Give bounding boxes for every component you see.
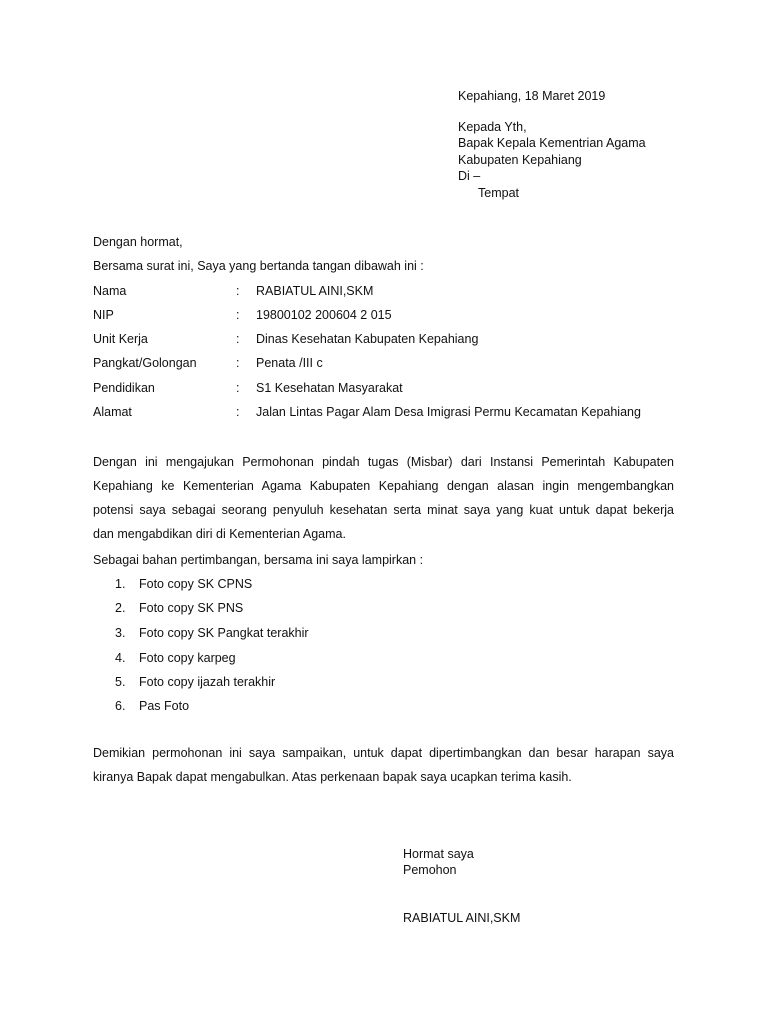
identity-colon: : [236,284,240,298]
identity-colon: : [236,308,240,322]
attachment-number: 4. [115,651,126,665]
identity-colon: : [236,405,240,419]
place-date: Kepahiang, 18 Maret 2019 [458,89,606,103]
identity-label: Alamat [93,405,132,419]
attachment-number: 1. [115,577,126,591]
recipient-line: Kabupaten Kepahiang [458,153,582,167]
identity-value: Jalan Lintas Pagar Alam Desa Imigrasi Permu Kecamatan Kepahiang [256,405,641,419]
closing-line: Demikian permohonan ini saya sampaikan, untuk dapat dipertimbangkan dan besar harapan saya [93,746,674,760]
identity-colon: : [236,381,240,395]
attachment-text: Foto copy karpeg [139,651,236,665]
identity-colon: : [236,332,240,346]
attachment-text: Foto copy SK PNS [139,601,244,615]
identity-value: S1 Kesehatan Masyarakat [256,381,403,395]
attachments-intro: Sebagai bahan pertimbangan, bersama ini saya lampirkan : [93,553,424,567]
body-line: dan mengabdikan diri di Kementerian Agama. [93,527,346,541]
identity-row [93,283,693,299]
identity-row [93,355,693,371]
body-line: Dengan ini mengajukan Permohonan pindah tugas (Misbar) dari Instansi Pemerintah Kabupaten [93,455,674,469]
signature-name: RABIATUL AINI,SKM [403,911,521,925]
identity-row [93,331,693,347]
identity-colon: : [236,356,240,370]
identity-value: Penata /III c [256,356,323,370]
attachment-text: Pas Foto [139,699,190,713]
greeting: Dengan hormat, [93,235,183,249]
identity-value: RABIATUL AINI,SKM [256,284,374,298]
identity-label: Pangkat/Golongan [93,356,197,370]
signature-role: Pemohon [403,863,457,877]
recipient-line: Kepada Yth, [458,120,527,134]
body-line: Kepahiang ke Kementerian Agama Kabupaten Kepahiang dengan alasan ingin mengembangkan [93,479,674,493]
attachment-number: 2. [115,601,126,615]
recipient-line: Di – [458,169,481,183]
identity-label: Unit Kerja [93,332,148,346]
attachment-text: Foto copy ijazah terakhir [139,675,276,689]
identity-value: Dinas Kesehatan Kabupaten Kepahiang [256,332,479,346]
attachment-text: Foto copy SK CPNS [139,577,253,591]
attachment-number: 3. [115,626,126,640]
identity-label: Nama [93,284,127,298]
signature-closing: Hormat saya [403,847,474,861]
identity-row [93,380,693,396]
intro-text: Bersama surat ini, Saya yang bertanda tangan dibawah ini : [93,259,424,273]
attachment-number: 5. [115,675,126,689]
identity-value: 19800102 200604 2 015 [256,308,392,322]
identity-label: NIP [93,308,114,322]
identity-row [93,307,693,323]
recipient-line: Tempat [478,186,519,200]
identity-row [93,404,693,420]
body-line: potensi saya sebagai seorang penyuluh kesehatan serta minat saya yang kuat untuk dapat bekerja [93,503,674,517]
attachment-text: Foto copy SK Pangkat terakhir [139,626,309,640]
recipient-line: Bapak Kepala Kementrian Agama [458,136,646,150]
closing-line: kiranya Bapak dapat mengabulkan. Atas perkenaan bapak saya ucapkan terima kasih. [93,770,572,784]
identity-label: Pendidikan [93,381,155,395]
attachment-number: 6. [115,699,126,713]
